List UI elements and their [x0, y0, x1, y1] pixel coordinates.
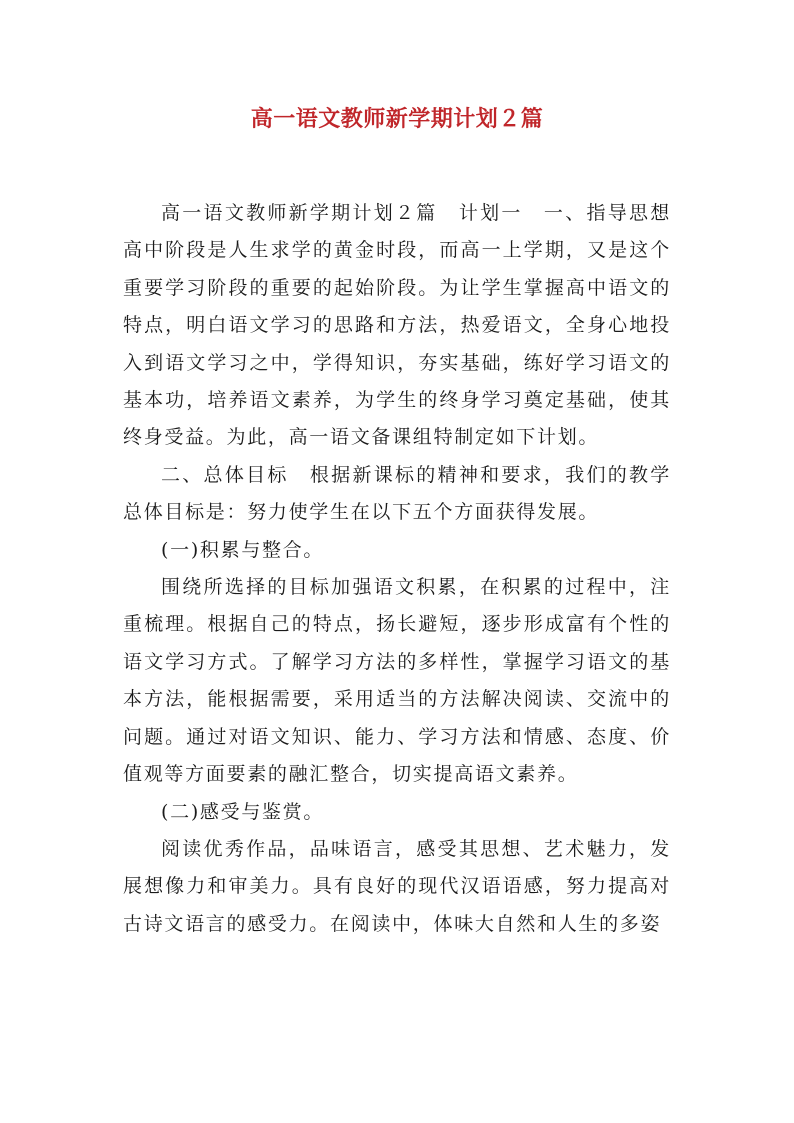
paragraph-accumulation-integration: 围绕所选择的目标加强语文积累，在积累的过程中，注重梳理。根据自己的特点，扬长避短，逐步形成富有个性的语文学习方式。了解学习方法的多样性，掌握学习语文的基本方法，能根据需要，采用适当的方法解决阅读、交流中的问题。通过对语文知识、能力、学习方法和情感、态度、价值观等方面要素的融汇整合，切实提高语文素养。	[123, 576, 671, 786]
document-body	[123, 195, 671, 943]
paragraph-overall-goal: 二、总体目标 根据新课标的精神和要求，我们的教学总体目标是：努力使学生在以下五个方面获得发展。	[123, 463, 671, 524]
paragraph-perception-appreciation: 阅读优秀作品，品味语言，感受其思想、艺术魅力，发展想像力和审美力。具有良好的现代汉语语感，努力提高对古诗文语言的感受力。在阅读中，体味大自然和人生的多姿	[123, 837, 671, 935]
heading-perception-appreciation: (二)感受与鉴赏。	[161, 800, 325, 823]
document-title: 高一语文教师新学期计划２篇	[250, 106, 544, 132]
paragraph-guiding-ideology: 高一语文教师新学期计划２篇 计划一 一、指导思想 高中阶段是人生求学的黄金时段，而高一上学期，又是这个重要学习阶段的重要的起始阶段。为让学生掌握高中语文的特点，明白语文学习的思路和方法，热爱语文，全身心地投入到语文学习之中，学得知识，夯实基础，练好学习语文的基本功，培养语文素养，为学生的终身学习奠定基础，使其终身受益。为此，高一语文备课组特制定如下计划。	[123, 202, 671, 449]
heading-accumulation-integration: (一)积累与整合。	[161, 538, 325, 561]
